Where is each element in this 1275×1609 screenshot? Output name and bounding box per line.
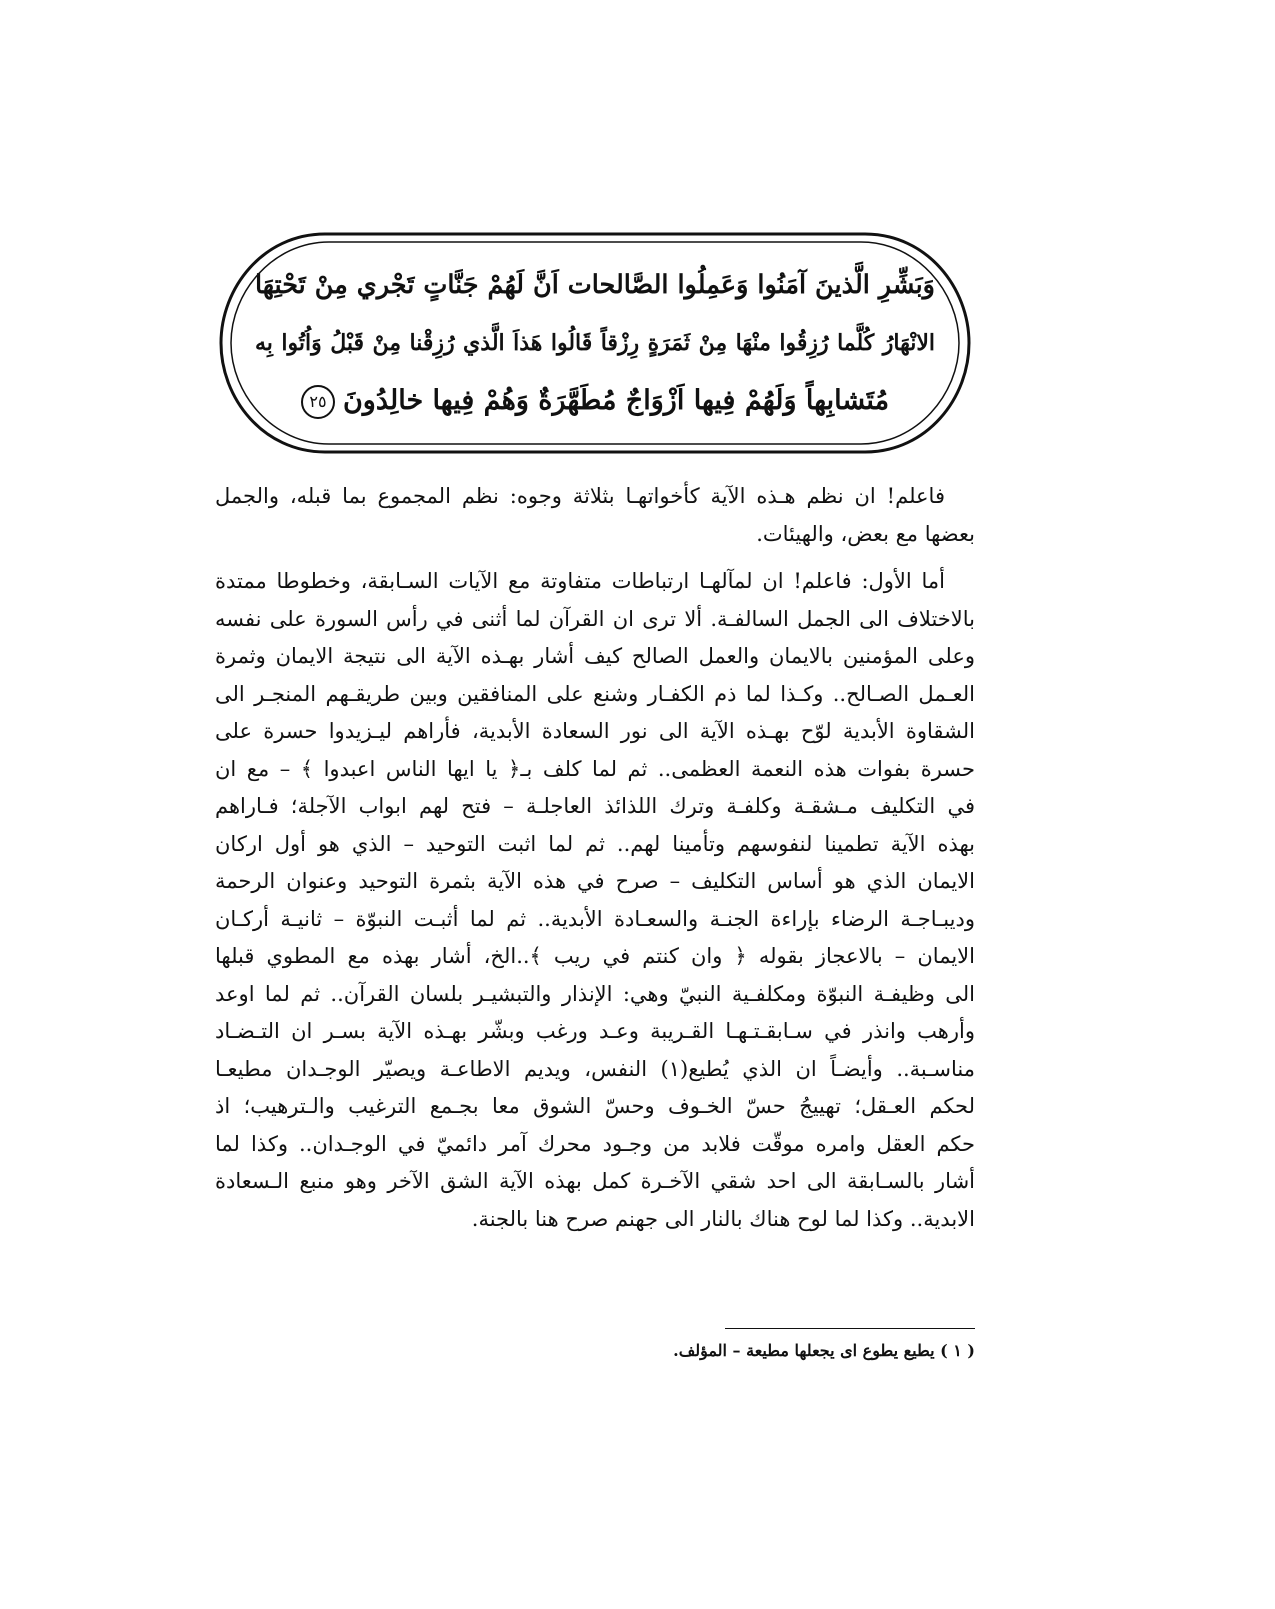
text-line: وأرهب وانذر في سـابقـتـهـا القـريبة وعـد ورغب وبشّر بهـذه الآية بسـر ان التـضـاد <box>215 1019 975 1043</box>
footnote: ( ١ ) يطيع يطوع اى يجعلها مطيعة – المؤلف. <box>673 1341 975 1360</box>
verse-line-1: وَبَشِّرِ الَّذينَ آمَنُوا وَعَمِلُوا الصَّالحات اَنَّ لَهُمْ جَنَّاتٍ تَجْري مِنْ تَحْتِهَا <box>255 270 935 300</box>
text-line: الى وظيفـة النبوّة ومكلفـية النبيّ وهي: الإنذار والتبشيـر بلسان القرآن.. ثم لما اوعد <box>215 981 975 1006</box>
text-line: حسرة بفوات هذه النعمة العظمى.. ثم لما كلف بـ﴿ يا ايها الناس اعبدوا ﴾ – مع ان <box>215 756 975 781</box>
verse-frame <box>215 228 975 458</box>
text-line: فاعلم! ان نظم هـذه الآية كأخواتهـا بثلاثة وجوه: نظم المجموع بما قبله، والجمل <box>215 484 945 508</box>
verse-line-3 <box>255 372 935 430</box>
verse-line-2: الانْهَارُ كُلَّما رُزِقُوا منْهَا مِنْ ثَمَرَةٍ رِزْقاً قَالُوا هَذاَ الَّذي رُزِقْنا مِنْ قَبْلُ وَاُتُوا بِه <box>255 330 935 356</box>
text-line: حكم العقل وامره موقّت فلابد من وجـود محرك آمر دائميّ في الوجـدان.. وكذا لما <box>215 1131 975 1156</box>
text-line: وعلى المؤمنين بالايمان والعمل الصالح كيف أشار بهـذه الآية الى نتيجة الايمان وثمرة <box>215 644 975 668</box>
verse-text <box>255 256 935 430</box>
text-line: العـمل الصـالح.. وكـذا لما ذم الكفـار وشنع على المنافقين وبين طريقـهم المنجـر الى <box>215 681 975 706</box>
text-line: بالاختلاف الى الجمل السالفـة. ألا ترى ان القرآن لما أثنى في رأس السورة على نفسه <box>215 606 975 631</box>
text-line: أما الأول: فاعلم! ان لمآلهـا ارتباطات متفاوتة مع الآيات السـابقة، وخطوطا ممتدة <box>215 569 945 593</box>
ayah-number-marker: ٢٥ <box>301 385 335 419</box>
paragraph-first-aspect <box>215 563 975 1238</box>
text-line: الابدية.. وكذا لما لوح هناك بالنار الى جهنم صرح هنا بالجنة. <box>471 1206 975 1231</box>
text-line: بهذه الآية تطمينا لنفوسهم وتأمينا لهم.. ثم لما اثبت التوحيد – الذي هو أول اركان <box>215 831 975 856</box>
text-line: الايمان – بالاعجاز بقوله ﴿ وان كنتم في ريب ﴾..الخ، أشار بهذه مع المطوي قبلها <box>215 944 975 968</box>
body-text <box>215 478 975 1248</box>
text-line: في التكليف مـشقـة وكلفـة وترك اللذائذ العاجلـة – فتح لهم ابواب الآجلة؛ فـاراهم <box>215 794 975 818</box>
footnote-divider <box>725 1328 975 1329</box>
verse-line-3-text: مُتَشابِهاً وَلَهُمْ فِيها اَزْوَاجٌ مُطَهَّرَةٌ وَهُمْ فِيها خالِدُونَ <box>342 385 890 416</box>
text-line: الايمان الذي هو أساس التكليف – صرح في هذه الآية بثمرة التوحيد وعنوان الرحمة <box>215 869 975 893</box>
text-line: مناسـبة.. وأيضـاً ان الذي يُطيع(١) النفس، ويديم الاطاعـة ويصيّر الوجـدان مطيعـا <box>215 1056 975 1081</box>
text-line: أشار بالسـابقة الى احد شقي الآخـرة كمل بهذه الآية الشق الآخر وهو منبع الـسعادة <box>215 1169 975 1193</box>
text-line: الشقاوة الأبدية لوّح بهـذه الآية الى نور السعادة الأبدية، فأراهم ليـزيدوا حسرة على <box>215 719 975 743</box>
text-line: بعضها مع بعض، والهيئات. <box>756 521 975 546</box>
paragraph-intro <box>215 478 975 553</box>
text-line: لحكم العـقل؛ تهييجُ حسّ الخـوف وحسّ الشوق معا بجـمع الترغيب والـترهيب؛ اذ <box>215 1094 975 1118</box>
text-line: وديبـاجـة الرضاء بإراءة الجنـة والسعـادة الأبدية.. ثم لما أثبـت النبوّة – ثانيـة أركـان <box>215 906 975 931</box>
